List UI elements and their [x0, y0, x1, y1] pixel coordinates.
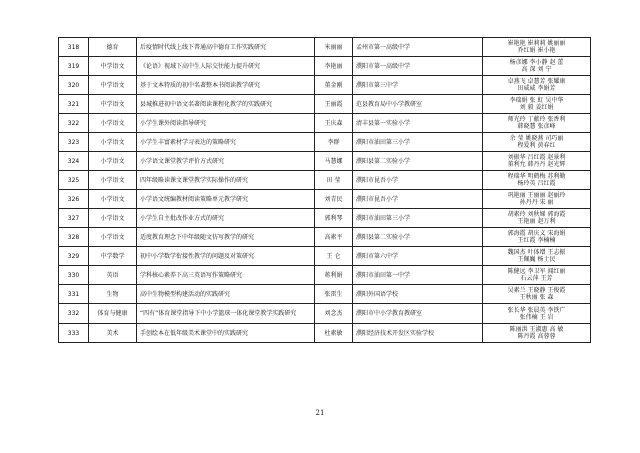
project-title-cell: 初中小学数学衔接性教学的问题及对策研究: [137, 247, 315, 266]
member-line: 陈丽洪 王淑惠 高 敏: [509, 326, 564, 333]
members-cell: [483, 133, 591, 152]
leader-cell: 王丽霞: [315, 95, 353, 114]
subject-cell: 小学语文: [89, 209, 137, 228]
table-row: [59, 152, 591, 171]
member-line: 陈健远 李卫军 闻红丽: [507, 268, 566, 275]
member-line: 陈丹霞 高蓉蓉: [517, 333, 556, 340]
subject-cell: 小学语文: [89, 133, 137, 152]
table-row: [59, 38, 591, 57]
leader-cell: 蒋利娟: [315, 266, 353, 285]
row-number-cell: 319: [59, 57, 89, 76]
subject-cell: 生物: [89, 285, 137, 304]
subject-cell: 中学数学: [89, 247, 137, 266]
leader-cell: 刘青民: [315, 190, 353, 209]
member-line: 崔艳艳 崔莉莉 姚丽丽: [507, 40, 566, 47]
project-title-cell: 小学生自主批改作业方式的研究: [137, 209, 315, 228]
unit-cell: 濮阳市中小学教育教研室: [353, 304, 483, 324]
subject-cell: 中学语文: [89, 76, 137, 95]
row-number-cell: 327: [59, 209, 89, 228]
member-line: 杨玲英 吕红霞: [517, 180, 556, 187]
project-table: [58, 37, 591, 343]
members-cell: [483, 228, 591, 247]
member-line: 石云萍 王芳: [520, 275, 553, 282]
row-number-cell: 325: [59, 171, 89, 190]
unit-cell: 濮阳市昆吾小学: [353, 190, 483, 209]
unit-cell: 范县教育局中小学教研室: [353, 95, 483, 114]
project-title-cell: 学科核心素养下高三英语写作策略研究: [137, 266, 315, 285]
member-line: 程瑞华 明鹤梅 苏利勤: [507, 173, 566, 180]
project-title-cell: 后疫情时代线上线下普通高中德育工作实践研究: [137, 38, 315, 57]
subject-cell: 英语: [89, 266, 137, 285]
row-number-cell: 320: [59, 76, 89, 95]
leader-cell: 米丽丽: [315, 38, 353, 57]
unit-cell: 濮阳市第一高级中学: [353, 57, 483, 76]
row-number-cell: 331: [59, 285, 89, 304]
leader-cell: 李群: [315, 133, 353, 152]
unit-cell: 濮阳市第三中学: [353, 76, 483, 95]
member-line: 韩晓慧 张彦峰: [517, 123, 556, 130]
project-title-cell: 适度教育理念下中年级随文仿写教学的研究: [137, 228, 315, 247]
project-title-cell: “四有”体育课堂指导下中小学篮球一体化课堂教学实践研究: [137, 304, 315, 324]
subject-cell: 小学语文: [89, 171, 137, 190]
member-line: 杨彦娜 李小静 赵 蕾: [509, 59, 564, 66]
project-title-cell: 小学语文课堂教学评价方式研究: [137, 152, 315, 171]
unit-cell: 濮阳市昆吾小学: [353, 171, 483, 190]
member-line: 巩艳丽 王丽丽 赵丽玲: [507, 192, 566, 199]
member-line: 刘 毅 姜红娟: [519, 104, 554, 111]
row-number-cell: 332: [59, 304, 89, 324]
subject-cell: 体育与健康: [89, 304, 137, 324]
unit-cell: 濮阳经济技术开发区实验学校: [353, 324, 483, 343]
members-cell: [483, 190, 591, 209]
member-line: 郭海霞 胡庆义 宋海娟: [507, 230, 566, 237]
unit-cell: 濮阳市第六中学: [353, 247, 483, 266]
leader-cell: 王 仑: [315, 247, 353, 266]
member-line: 师光玲 丁献玲 张香利: [507, 116, 566, 123]
members-cell: [483, 114, 591, 133]
unit-cell: 濮阳市油田第一中学: [353, 266, 483, 285]
table-row: [59, 247, 591, 266]
subject-cell: 小学语文: [89, 114, 137, 133]
table-row: [59, 171, 591, 190]
unit-cell: 濮阳市油田第三小学: [353, 133, 483, 152]
unit-cell: 濮阳县第二实验小学: [353, 152, 483, 171]
table-row: [59, 76, 591, 95]
subject-cell: 中学语文: [89, 57, 137, 76]
members-cell: [483, 285, 591, 304]
row-number-cell: 323: [59, 133, 89, 152]
subject-cell: 小学语文: [89, 228, 137, 247]
subject-cell: 德育: [89, 38, 137, 57]
unit-cell: 濮阳市油田第三小学: [353, 209, 483, 228]
unit-cell: 濮阳县第二实验小学: [353, 228, 483, 247]
member-line: 卓燕飞 卓慧芳 张耀康: [507, 78, 566, 85]
unit-cell: 濮阳外国语学校: [353, 285, 483, 304]
row-number-cell: 333: [59, 324, 89, 343]
members-cell: [483, 95, 591, 114]
row-number-cell: 318: [59, 38, 89, 57]
members-cell: [483, 209, 591, 228]
table-row: [59, 285, 591, 304]
project-title-cell: 县城推进初中语文名著阅读课程化教学的实践研究: [137, 95, 315, 114]
table-row: [59, 304, 591, 324]
member-line: 王艳丽 赵万利: [517, 218, 556, 225]
project-title-cell: 《论语》视域下高中生人际交往能力提升研究: [137, 57, 315, 76]
row-number-cell: 329: [59, 247, 89, 266]
members-cell: [483, 38, 591, 57]
table-row: [59, 57, 591, 76]
leader-cell: 马慧娜: [315, 152, 353, 171]
table-row: [59, 228, 591, 247]
table-row: [59, 209, 591, 228]
table-row: [59, 266, 591, 285]
subject-cell: 美术: [89, 324, 137, 343]
project-title-cell: 基于文本特质的初中名著整本书阅读教学研究: [137, 76, 315, 95]
project-title-cell: 小学生课外阅读指导研究: [137, 114, 315, 133]
unit-cell: 清丰县第一实验小学: [353, 114, 483, 133]
project-title-cell: 小学语文统编教材阅读策略单元教学研究: [137, 190, 315, 209]
leader-cell: 张雷生: [315, 285, 353, 304]
subject-cell: 小学语文: [89, 152, 137, 171]
unit-cell: 孟州市第一高级中学: [353, 38, 483, 57]
leader-cell: 董金刚: [315, 76, 353, 95]
member-line: 高 深 刘 宁: [521, 66, 552, 73]
table-row: [59, 133, 591, 152]
table-row: [59, 95, 591, 114]
page-number: 21: [315, 409, 325, 417]
members-cell: [483, 57, 591, 76]
member-line: 张长华 张晨英 李铁广: [507, 306, 566, 314]
member-line: 王佩巍 杨士民: [517, 256, 556, 263]
leader-cell: 刘念杰: [315, 304, 353, 324]
row-number-cell: 321: [59, 95, 89, 114]
members-cell: [483, 247, 591, 266]
members-cell: [483, 152, 591, 171]
member-line: 刘振华 吕红霞 赵景利: [507, 154, 566, 161]
project-title-cell: 高中生物模型构建活动的实践研究: [137, 285, 315, 304]
leader-cell: 王庆森: [315, 114, 353, 133]
member-line: 王红霞 李楠楠: [517, 237, 556, 244]
member-line: 董利允 韩丹丹 赵光辉: [507, 161, 566, 168]
row-number-cell: 324: [59, 152, 89, 171]
leader-cell: 李艳丽: [315, 57, 353, 76]
row-number-cell: 326: [59, 190, 89, 209]
row-number-cell: 328: [59, 228, 89, 247]
row-number-cell: 322: [59, 114, 89, 133]
member-line: 王秋丽 张 森: [519, 294, 554, 301]
member-line: 吴素兰 王晓静 王俊霞: [507, 287, 566, 294]
leader-cell: 郭利琴: [315, 209, 353, 228]
members-cell: [483, 304, 591, 324]
leader-cell: 高素平: [315, 228, 353, 247]
member-line: 魏国杰 叶体增 王志振: [507, 249, 566, 256]
leader-cell: 田 莹: [315, 171, 353, 190]
member-line: 孙丹丹 宋 丽: [519, 199, 554, 206]
subject-cell: 中学语文: [89, 95, 137, 114]
member-line: 程爱利 黄春红: [517, 142, 556, 149]
members-cell: [483, 324, 591, 343]
members-cell: [483, 266, 591, 285]
table-row: [59, 324, 591, 343]
member-line: 乔红娟 崔小艳: [517, 47, 556, 54]
member-line: 余 莹 姚晓燕 司巧丽: [509, 135, 564, 142]
members-cell: [483, 171, 591, 190]
leader-cell: 杜素敏: [315, 324, 353, 343]
members-cell: [483, 76, 591, 95]
row-number-cell: 330: [59, 266, 89, 285]
member-line: 李瑞娟 张 虹 吴中华: [509, 97, 564, 104]
table-row: [59, 114, 591, 133]
project-title-cell: 四年级略读课文课堂教学实际操作的研究: [137, 171, 315, 190]
project-title-cell: 小学生丰富素材学习表达的策略研究: [137, 133, 315, 152]
project-title-cell: 手创绘本在低年级美术课堂中的实践研究: [137, 324, 315, 343]
subject-cell: 小学语文: [89, 190, 137, 209]
member-line: 田威威 李娟芳: [517, 85, 556, 92]
member-line: 胡素玲 刘秋娣 郭海霞: [507, 211, 566, 218]
member-line: 张伟楠 王 岩: [519, 313, 554, 321]
table-row: [59, 190, 591, 209]
